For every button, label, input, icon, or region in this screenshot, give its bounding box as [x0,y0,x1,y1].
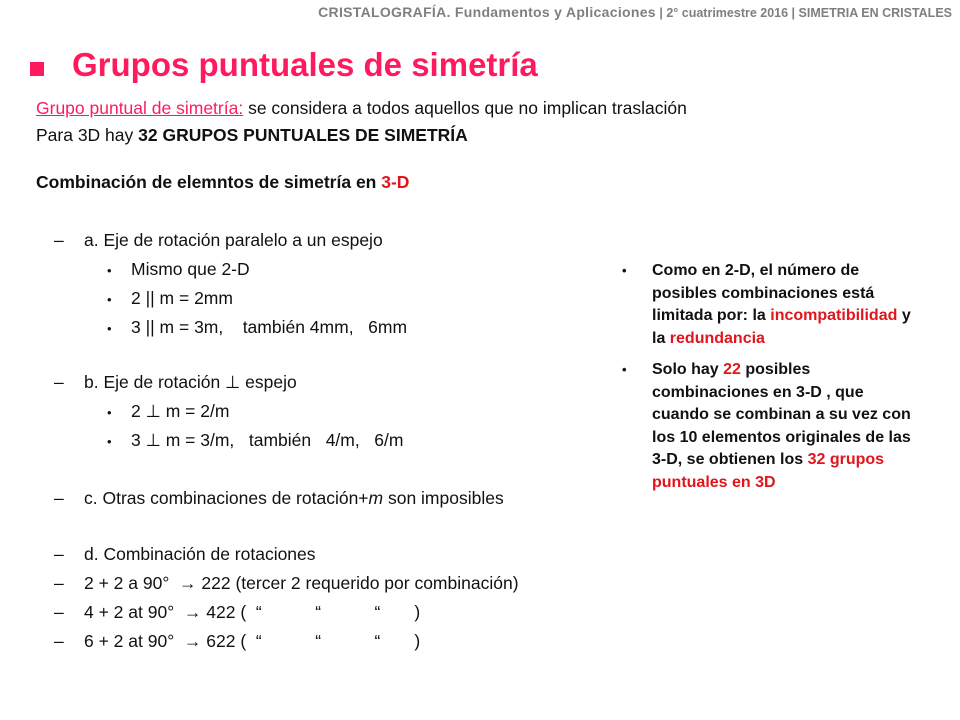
count-bold: 32 GRUPOS PUNTUALES DE SIMETRÍA [138,125,468,145]
bullet-marker: • [107,263,112,278]
header-course-info: | 2° cuatrimestre 2016 | SIMETRIA EN CRISTALES [655,6,952,20]
right-note-1-b: y la [652,307,911,347]
title-square-icon [30,62,44,76]
right-note-2-red-2: 32 grupos puntuales en 3D [652,451,885,491]
slide-header [0,4,952,20]
section-heading [36,172,409,193]
item-a-sub-2: 2 || m = 2mm [131,288,233,308]
definition-text: se considera a todos aquellos que no implican traslación [243,98,687,118]
count-prefix: Para 3D hay [36,125,139,145]
dash-marker: – [54,372,64,392]
item-a-sub-3: 3 || m = 3m, también 4mm, 6mm [131,317,408,337]
item-c [84,488,504,509]
item-a-sub-1: Mismo que 2-D [131,259,250,279]
header-course-title: CRISTALOGRAFÍA. Fundamentos y Aplicaciones [318,4,656,20]
right-note-1-a: Como en 2-D, el número de posibles combinaciones está limitada por: la [652,262,875,324]
dash-marker: – [54,544,64,564]
bullet-marker: • [622,263,627,278]
item-b-sub-1: 2 ⊥ m = 2/m [131,401,230,421]
bullet-marker: • [622,362,627,377]
right-note-2-b: posibles combinaciones en 3-D , que cuando se combinan a su vez con los 10 elementos originales de las 3-D, se obtienen los [652,361,911,468]
dash-marker: – [54,230,64,250]
item-a: a. Eje de rotación paralelo a un espejo [84,230,383,250]
right-note-2-red-1: 22 [723,361,741,378]
item-b-sub-2: 3 ⊥ m = 3/m, también 4/m, 6/m [131,430,404,450]
item-d-line-3: 6 + 2 at 90° → 622 ( “ “ “ ) [84,631,421,651]
definition-term: Grupo puntual de simetría: [36,98,244,118]
right-note-2-a: Solo hay [652,361,724,378]
right-note-1-red-2: redundancia [669,329,765,347]
bullet-marker: • [107,434,112,449]
definition-line [36,98,687,119]
item-c-post: son imposibles [383,488,504,508]
bullet-marker: • [107,292,112,307]
section-heading-text: Combinación de elemntos de simetría en [36,172,382,192]
count-line [36,125,468,146]
item-d: d. Combinación de rotaciones [84,544,316,564]
dash-marker: – [54,602,64,622]
page-title: Grupos puntuales de simetría [72,46,538,83]
dash-marker: – [54,488,64,508]
dash-marker: – [54,631,64,651]
right-note-2 [622,359,922,494]
bullet-marker: • [107,321,112,336]
dash-marker: – [54,573,64,593]
item-d-line-1: 2 + 2 a 90° → 222 (tercer 2 requerido por combinación) [84,573,519,593]
item-c-m: m [368,488,384,508]
section-heading-red: 3-D [381,172,410,192]
item-b: b. Eje de rotación ⊥ espejo [84,372,297,392]
right-note-1-red-1: incompatibilidad [770,307,898,324]
bullet-marker: • [107,405,112,420]
item-c-pre: c. Otras combinaciones de rotación+ [84,488,369,508]
item-d-line-2: 4 + 2 at 90° → 422 ( “ “ “ ) [84,602,421,622]
right-note-1 [622,260,922,350]
right-notes [622,260,922,503]
